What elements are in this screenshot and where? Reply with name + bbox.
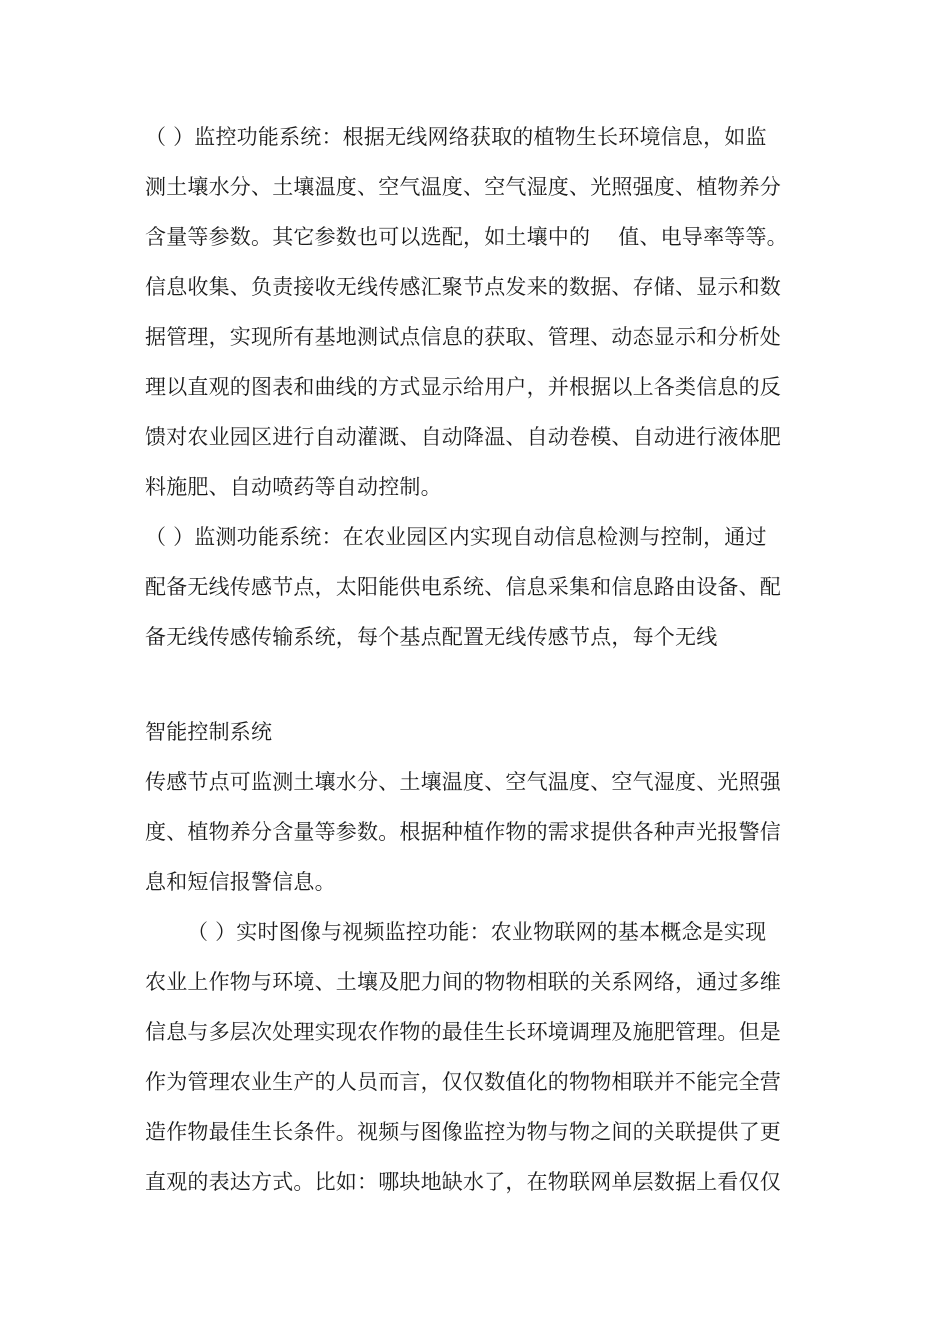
section-heading: 智能控制系统 bbox=[145, 720, 273, 744]
paragraph-line: 造作物最佳生长条件。视频与图像监控为物与物之间的关联提供了更 bbox=[145, 1120, 781, 1144]
paragraph-line: 息和短信报警信息。 bbox=[145, 870, 336, 894]
paragraph-line: 备无线传感传输系统，每个基点配置无线传感节点，每个无线 bbox=[145, 625, 718, 649]
paragraph-line: 测土壤水分、土壤温度、空气温度、空气湿度、光照强度、植物养分 bbox=[145, 175, 781, 199]
paragraph-line: 农业上作物与环境、土壤及肥力间的物物相联的关系网络，通过多维 bbox=[145, 970, 781, 994]
paragraph-line: 理以直观的图表和曲线的方式显示给用户，并根据以上各类信息的反 bbox=[145, 375, 781, 399]
paragraph-line: 馈对农业园区进行自动灌溉、自动降温、自动卷模、自动进行液体肥 bbox=[145, 425, 781, 449]
paragraph-line: 料施肥、自动喷药等自动控制。 bbox=[145, 475, 442, 499]
paragraph-line: 直观的表达方式。比如：哪块地缺水了，在物联网单层数据上看仅仅 bbox=[145, 1170, 781, 1194]
paragraph-line: （ ）监控功能系统：根据无线网络获取的植物生长环境信息，如监 bbox=[145, 125, 767, 149]
paragraph-line: 传感节点可监测土壤水分、土壤温度、空气温度、空气湿度、光照强 bbox=[145, 770, 781, 794]
paragraph-line: 含量等参数。其它参数也可以选配，如土壤中的 值、电导率等等。 bbox=[145, 225, 788, 249]
paragraph-line: （ ）实时图像与视频监控功能：农业物联网的基本概念是实现 bbox=[187, 920, 767, 944]
paragraph-line: 据管理，实现所有基地测试点信息的获取、管理、动态显示和分析处 bbox=[145, 325, 781, 349]
paragraph-line: 度、植物养分含量等参数。根据种植作物的需求提供各种声光报警信 bbox=[145, 820, 781, 844]
paragraph-line: 配备无线传感节点，太阳能供电系统、信息采集和信息路由设备、配 bbox=[145, 575, 781, 599]
paragraph-line: 作为管理农业生产的人员而言，仅仅数值化的物物相联并不能完全营 bbox=[145, 1070, 781, 1094]
paragraph-line: （ ）监测功能系统：在农业园区内实现自动信息检测与控制，通过 bbox=[145, 525, 767, 549]
paragraph-line: 信息与多层次处理实现农作物的最佳生长环境调理及施肥管理。但是 bbox=[145, 1020, 781, 1044]
paragraph-line: 信息收集、负责接收无线传感汇聚节点发来的数据、存储、显示和数 bbox=[145, 275, 781, 299]
